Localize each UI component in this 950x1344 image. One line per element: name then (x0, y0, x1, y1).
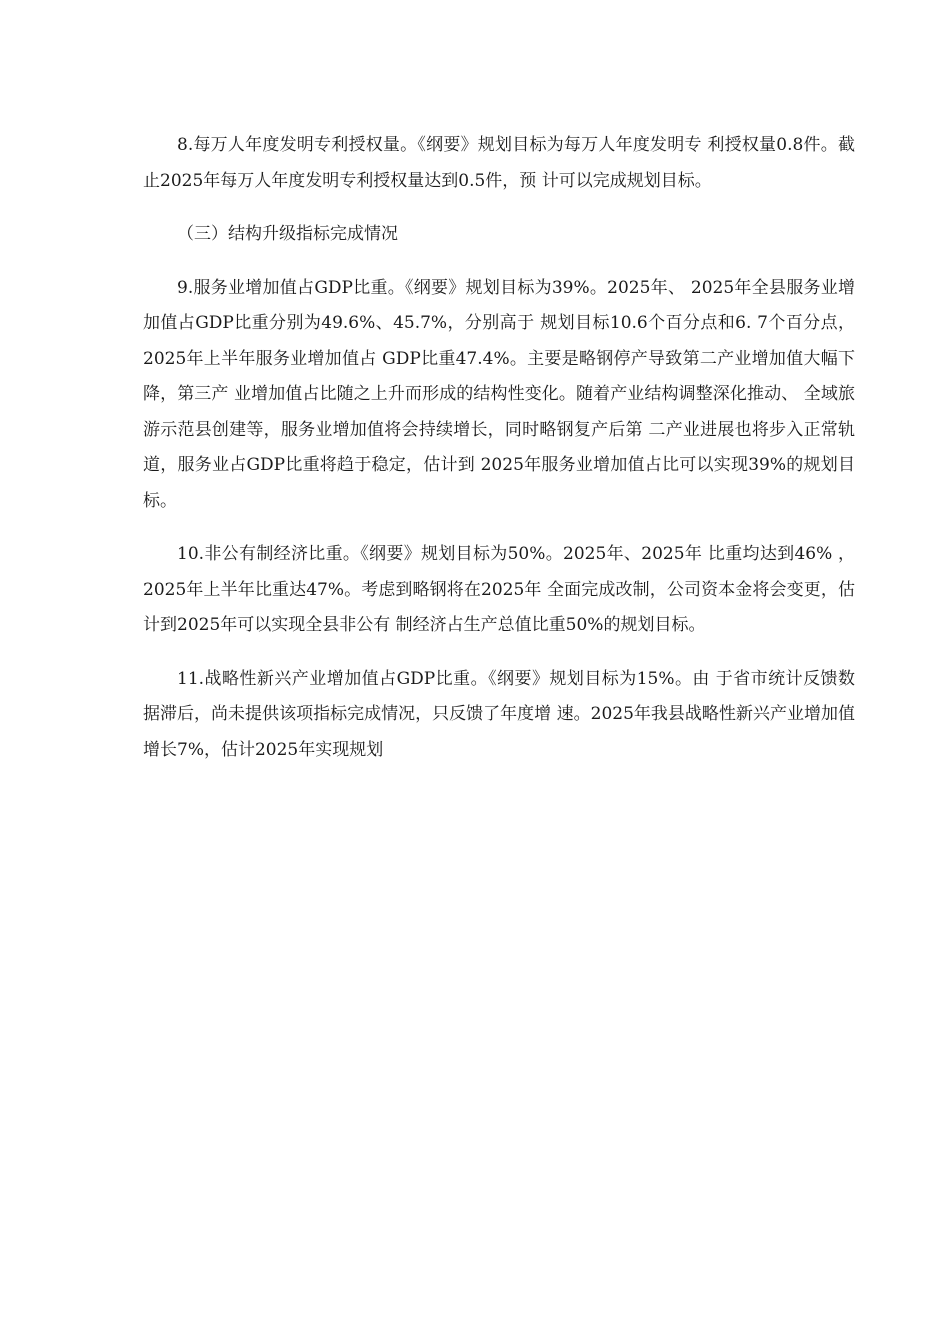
document-body (143, 128, 855, 768)
section-heading-structure-upgrade: （三）结构升级指标完成情况 (177, 224, 398, 244)
paragraph-indicator-8: 8.每万人年度发明专利授权量。《纲要》规划目标为每万人年度发明专 利授权量0.8件。截止2025年每万人年度发明专利授权量达到0.5件，预 计可以完成规划目标。 (143, 135, 855, 191)
paragraph-indicator-10: 10.非公有制经济比重。《纲要》规划目标为50%。2025年、2025年 比重均达到46% ， 2025年上半年比重达47%。考虑到略钢将在2025年 全面完成改制，公司资本金将会变更，估计到2025年可以实现全县非公有 制经济占生产总值比重50%的规划目标。 (143, 544, 855, 635)
paragraph-indicator-11: 11.战略性新兴产业增加值占GDP比重。《纲要》规划目标为15%。由 于省市统计反馈数据滞后，尚未提供该项指标完成情况，只反馈了年度增 速。2025年我县战略性新兴产业增加值增长7%，估计2025年实现规划 (143, 668, 855, 760)
paragraph-indicator-9: 9.服务业增加值占GDP比重。《纲要》规划目标为39%。2025年、 2025年全县服务业增加值占GDP比重分别为49.6%、45.7%，分别高于 规划目标10.6个百分点和6. 7个百分点，2025年上半年服务业增加值占 GDP比重47.4%。主要是略钢停产导致第二产业增加值大幅下降，第三产 业增加值占比随之上升而形成的结构性变化。随着产业结构调整深化推动、 全域旅游示范县创建等，服务业增加值将会持续增长，同时略钢复产后第 二产业进展也将步入正常轨道，服务业占GDP比重将趋于稳定，估计到 2025年服务业增加值占比可以实现39%的规划目标。 (143, 277, 855, 511)
